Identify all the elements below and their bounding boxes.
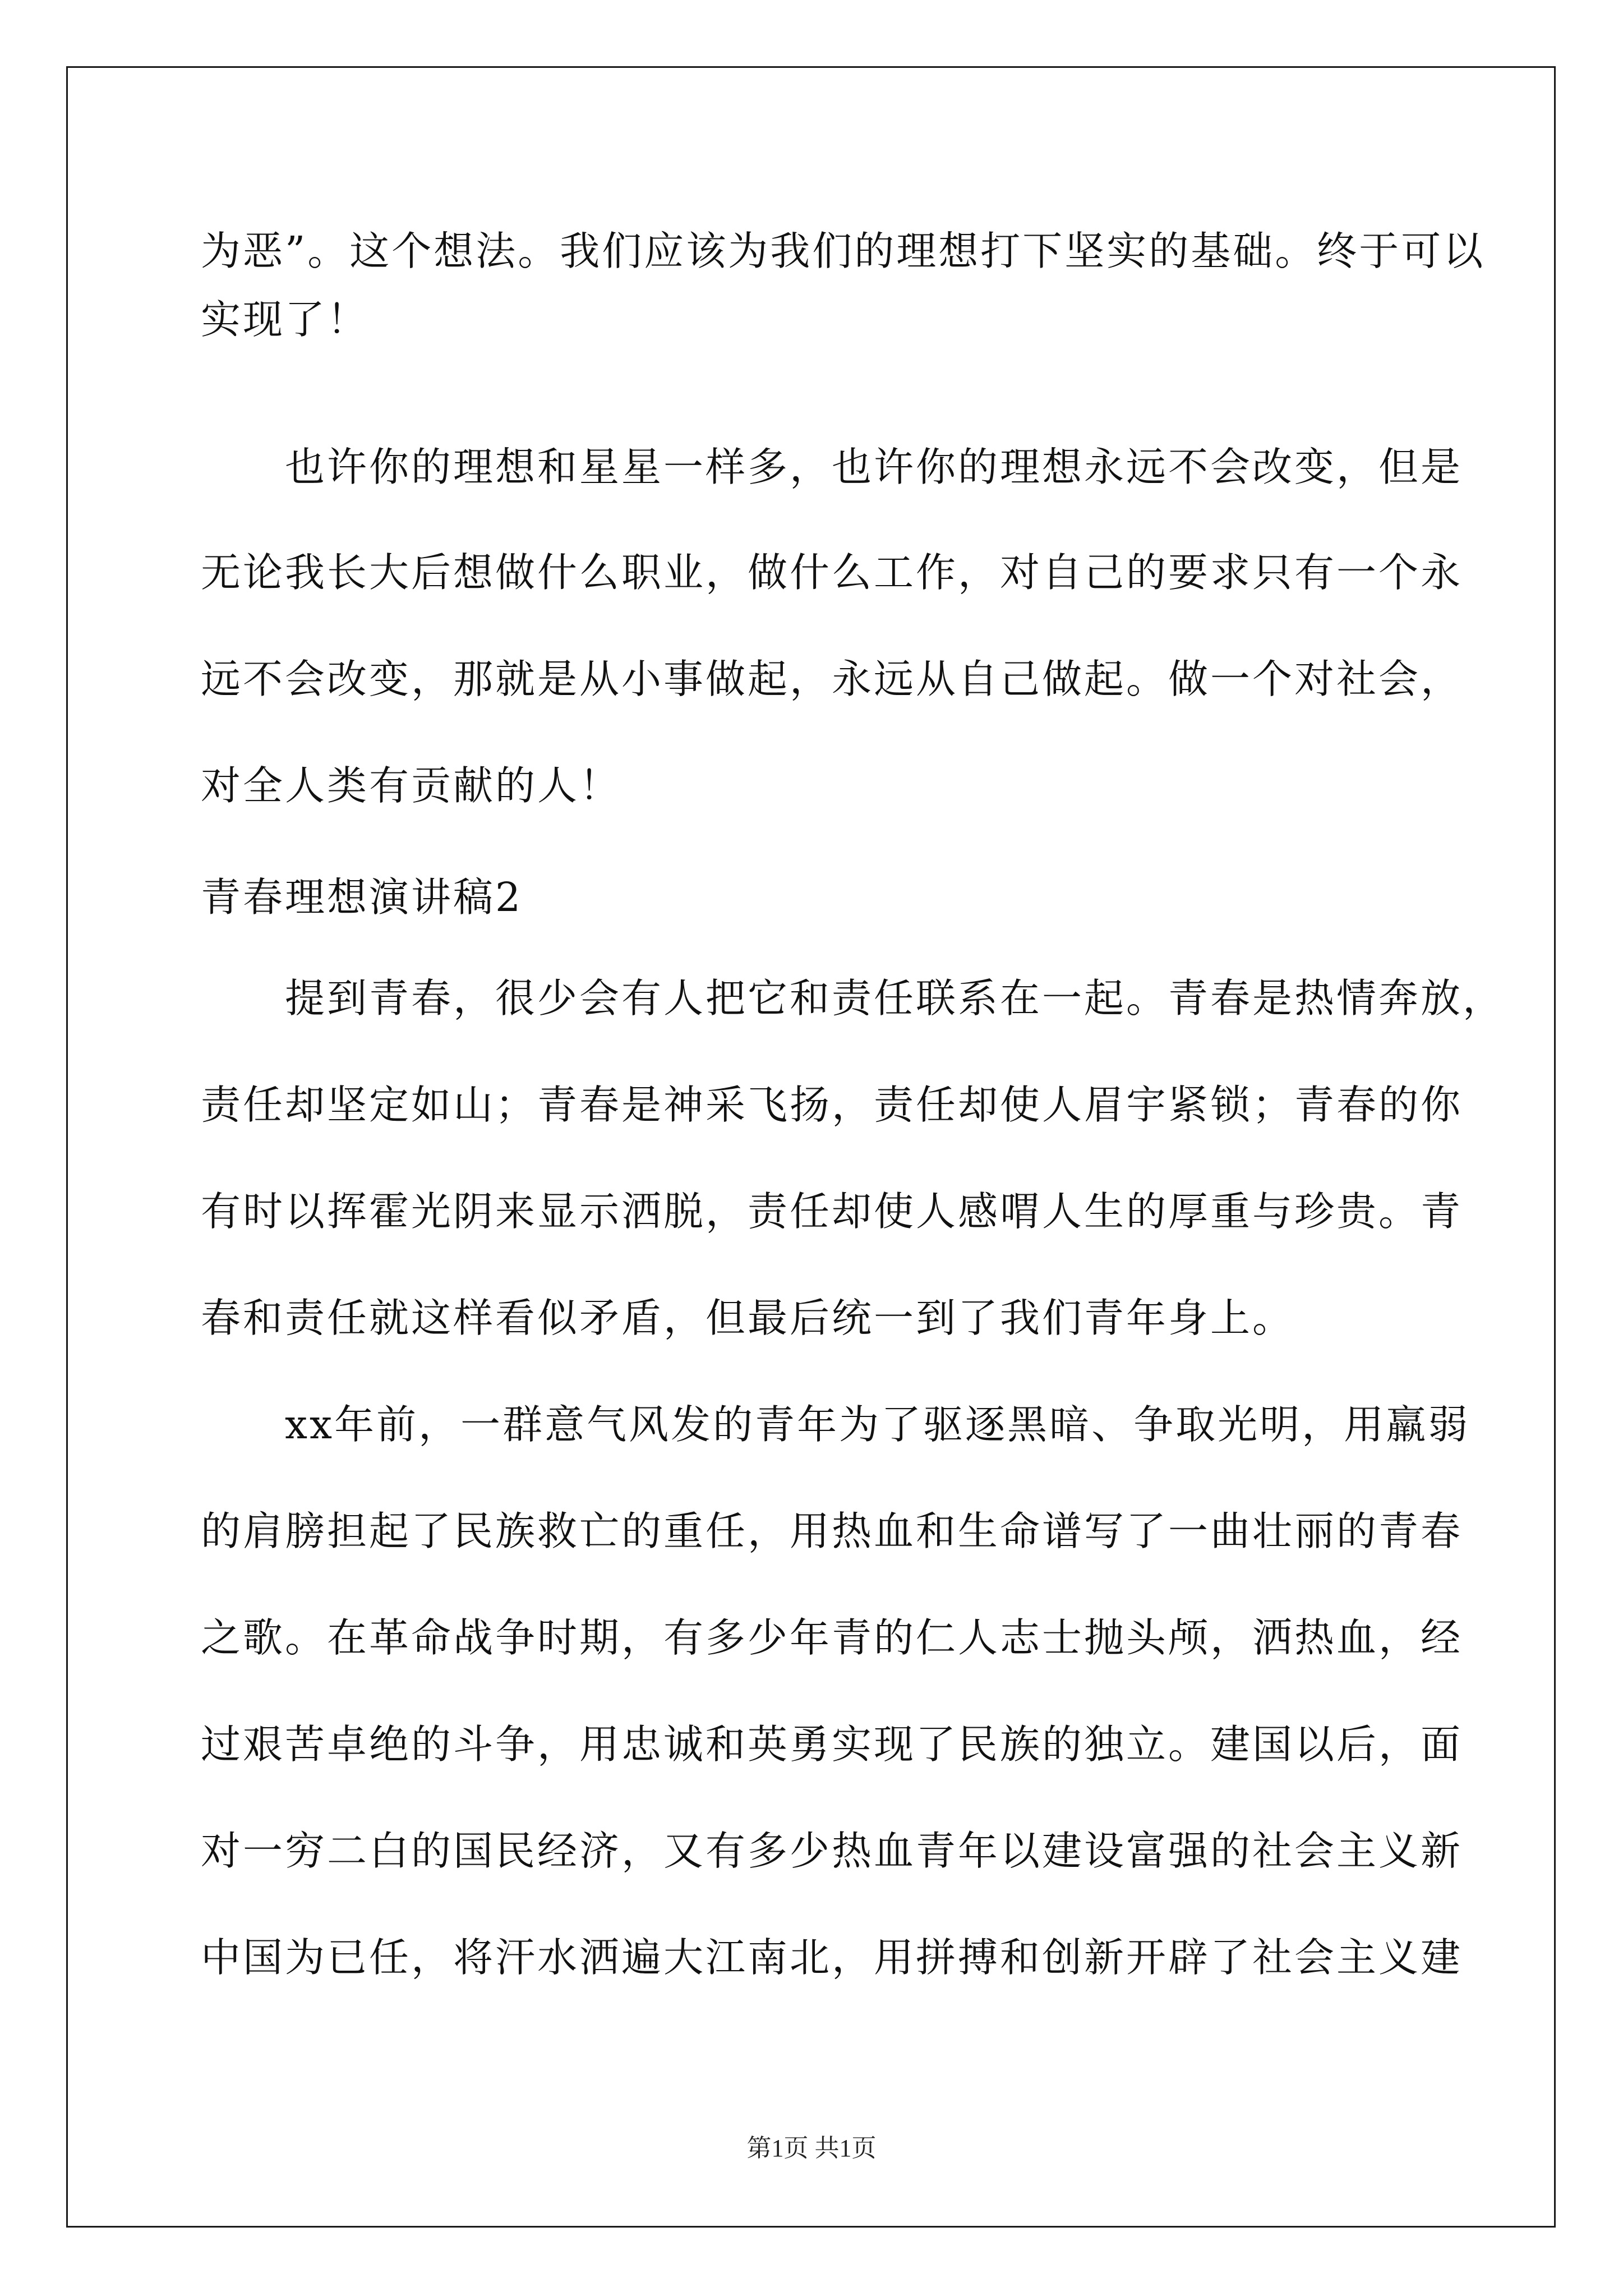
- text-line: 有时以挥霍光阴来显示洒脱，责任却使人感喟人生的厚重与珍贵。青: [201, 1188, 1463, 1235]
- text-line: 对一穷二白的国民经济，又有多少热血青年以建设富强的社会主义新: [201, 1828, 1463, 1874]
- text-line: 实现了！: [201, 296, 370, 343]
- text-line: 为恶”。这个想法。我们应该为我们的理想打下坚实的基础。终于可以: [201, 228, 1486, 274]
- text-line: 无论我长大后想做什么职业，做什么工作，对自己的要求只有一个永: [201, 549, 1463, 596]
- text-line: 中国为已任，将汗水洒遍大江南北，用拼搏和创新开辟了社会主义建: [201, 1934, 1463, 1981]
- text-line: 春和责任就这样看似矛盾，但最后统一到了我们青年身上。: [201, 1295, 1295, 1341]
- text-line: 提到青春，很少会有人把它和责任联系在一起。青春是热情奔放，: [285, 975, 1505, 1022]
- section-heading: 青春理想演讲稿2: [201, 874, 523, 921]
- text-line: 责任却坚定如山；青春是神采飞扬，责任却使人眉宇紧锁；青春的你: [201, 1082, 1463, 1128]
- page-footer: 第1页 共1页: [746, 2134, 877, 2162]
- text-line: 的肩膀担起了民族救亡的重任，用热血和生命谱写了一曲壮丽的青春: [201, 1508, 1463, 1554]
- text-line: 对全人类有贡献的人！: [201, 762, 622, 809]
- text-line: 也许你的理想和星星一样多，也许你的理想永远不会改变，但是: [285, 444, 1463, 490]
- page-border: [66, 66, 1556, 2228]
- text-line: 之歌。在革命战争时期，有多少年青的仁人志士抛头颅，洒热血，经: [201, 1614, 1463, 1661]
- text-line: 远不会改变，那就是从小事做起，永远从自己做起。做一个对社会，: [201, 656, 1463, 702]
- text-line: 过艰苦卓绝的斗争，用忠诚和英勇实现了民族的独立。建国以后，面: [201, 1721, 1463, 1768]
- text-line: xx年前，一群意气风发的青年为了驱逐黑暗、争取光明，用羸弱: [285, 1401, 1470, 1448]
